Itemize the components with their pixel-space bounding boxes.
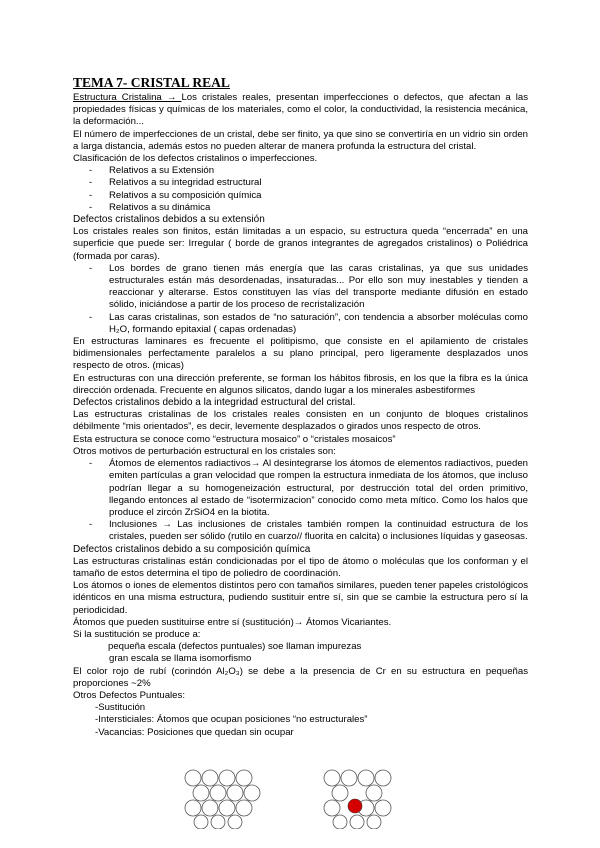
atom-circle (324, 770, 340, 786)
paragraph-classification: Clasificación de los defectos cristalinos o imperfecciones. (73, 153, 318, 165)
atom-circle (193, 785, 209, 801)
intro-label: Estructura Cristalina → (73, 92, 182, 103)
list-item: - Inclusiones → Las inclusiones de cristales también rompen la continuidad estructura de los cristales, pueden ser sólido (rutilo en cuarzo// fluorita en calcita) o inclusiones líquidas y gaseosas. (73, 519, 528, 543)
intro-paragraph (73, 92, 528, 129)
paragraph-substitute: Átomos que pueden sustituirse entre sí (sustitución)→ Átomos Vicariantes. (73, 616, 392, 628)
page-title: TEMA 7- CRISTAL REAL (73, 75, 230, 90)
atom-circle (236, 770, 252, 786)
atom-circle (202, 770, 218, 786)
atom-circle (219, 770, 235, 786)
atom-circle (341, 770, 357, 786)
substitute-atom (348, 799, 362, 813)
atom-circle (227, 785, 243, 801)
lattice-diagram-substitution (322, 769, 400, 829)
intro-text: Los cristales reales, presentan imperfecciones o defectos, que afectan a las propiedades físicas y químicas de los materiales, como el color, la conductividad, la resistencia mecánica, la deformación... (73, 92, 528, 128)
point-defect-item: -Sustitución (95, 702, 146, 714)
paragraph-ions: Los átomos o iones de elementos distintos pero con tamaños similares, pueden tener papeles cristológicos idénticos en una misma estructura, pudiendo sustituir entre sí, sin que se cambie la estructura pero sí la periodicidad. (73, 580, 528, 616)
atom-circle (236, 800, 252, 816)
paragraph-other-motives: Otros motivos de perturbación estructural en los cristales son: (73, 445, 336, 457)
classification-list (73, 165, 528, 214)
point-defect-item: -Vacancias: Posiciones que quedan sin ocupar (95, 726, 294, 738)
atom-circle (202, 800, 218, 816)
atom-circle (211, 815, 225, 829)
paragraph-conditioned: Las estructuras cristalinas están condicionadas por el tipo de átomo o moléculas que los conforman y el tamaño de estos determina el tipo de poliedro de coordinación. (73, 555, 528, 579)
list-item: - Relativos a su Extensión (73, 165, 528, 177)
scale-small: pequeña escala (defectos puntuales) soe llaman impurezas (108, 641, 362, 653)
document-body (73, 75, 528, 739)
atom-circle (219, 800, 235, 816)
atom-circle (366, 785, 382, 801)
scale-large: gran escala se llama isomorfismo (109, 653, 252, 665)
paragraph-blocks: Las estructuras cristalinas de los cristales reales consisten en un conjunto de bloques cristalinos débilmente “mis orientados”, es decir, levemente desplazados o girados unos respecto de otros. (73, 409, 528, 433)
atom-circle (358, 770, 374, 786)
list-item: - Relativos a su dinámica (73, 202, 528, 214)
atom-circle (367, 815, 381, 829)
list-item: - Relativos a su integridad estructural (73, 177, 528, 189)
atom-circle (332, 785, 348, 801)
list-item: - Relativos a su composición química (73, 190, 528, 202)
atom-circle (210, 785, 226, 801)
list-item: - Átomos de elementos radiactivos→ Al desintegrarse los átomos de elementos radiactivos, pueden emiten partículas a gran velocidad que rompen la estructura inmediata de los átomos, que incluso podrían llegar a su homogeneización estructural, por destrucción total del orden primitivo, llegando entonces al estado de “isotermizacion” conocido como meta mítico. Como los halos que produce el zircón ZrSiO4 en la biotita. (73, 458, 528, 519)
paragraph-point-defects: Otros Defectos Puntuales: (73, 689, 185, 701)
paragraph-finite: El número de imperfecciones de un cristal, debe ser finito, ya que sino se convertiría en un vidrio sin orden a larga distancia, además estos no pueden alterar de manera profunda la estructura del cristal. (73, 128, 528, 152)
atom-circle (185, 770, 201, 786)
atom-circle (324, 800, 340, 816)
paragraph-laminar: En estructuras laminares es frecuente el politipismo, que consiste en el apilamiento de cristales bidimensionales perfectamente paralelos a su plano principal, pero ligeramente desplazados unos respecto de otros. (micas) (73, 336, 528, 372)
extension-list (73, 263, 528, 336)
paragraph-preferred: En estructuras con una dirección preferente, se forman los hábitos fibrosis, en los que la fibra es la única dirección ordenada. Frecuente en algunos silicatos, dando lugar a los minerales asbestiformes (73, 372, 528, 396)
atom-circle (375, 770, 391, 786)
paragraph-mosaic: Esta estructura se conoce como “estructura mosaico” o “cristales mosaicos” (73, 433, 396, 445)
point-defect-item: -Intersticiales: Átomos que ocupan posiciones “no estructurales” (95, 714, 368, 726)
list-item: - Las caras cristalinas, son estados de “no saturación”, con tendencia a absorber moléculas como H₂O, formando epitaxial ( capas ordenadas) (73, 312, 528, 336)
paragraph-if: Si la sustitución se produce a: (73, 628, 201, 640)
heading-integrity: Defectos cristalinos debido a la integridad estructural del cristal. (73, 397, 356, 409)
heading-composition: Defectos cristalinos debido a su composición química (73, 543, 311, 555)
atom-circle (333, 815, 347, 829)
lattice-diagram-vacancy (183, 769, 261, 829)
atom-circle (244, 785, 260, 801)
integrity-list (73, 458, 528, 543)
atom-circle (185, 800, 201, 816)
list-item: - Los bordes de grano tienen más energía que las caras cristalinas, ya que sus unidades estructurales están más desordenadas, insaturadas... Por ello son muy inestables y tienden a reaccionar y alterarse. Estos constituyen las vías del transporte mediante difusión en estado sólido, iniciándose a partir de los proceso de recristalización (73, 263, 528, 312)
atom-circle (194, 815, 208, 829)
paragraph-finite-crystals: Los cristales reales son finitos, están limitadas a un espacio, su estructura queda “encerrada” en una superficie que puede ser: Irregular ( borde de granos integrantes de agregados cristalinos) o Poliédrica (formada por caras). (73, 226, 528, 262)
atom-circle (228, 815, 242, 829)
paragraph-ruby: El color rojo de rubí (corindón Al₂O₃) se debe a la presencia de Cr en su estructura en pequeñas proporciones ~2% (73, 665, 528, 689)
atom-circle (375, 800, 391, 816)
heading-extension: Defectos cristalinos debidos a su extensión (73, 214, 265, 226)
atom-circle (350, 815, 364, 829)
